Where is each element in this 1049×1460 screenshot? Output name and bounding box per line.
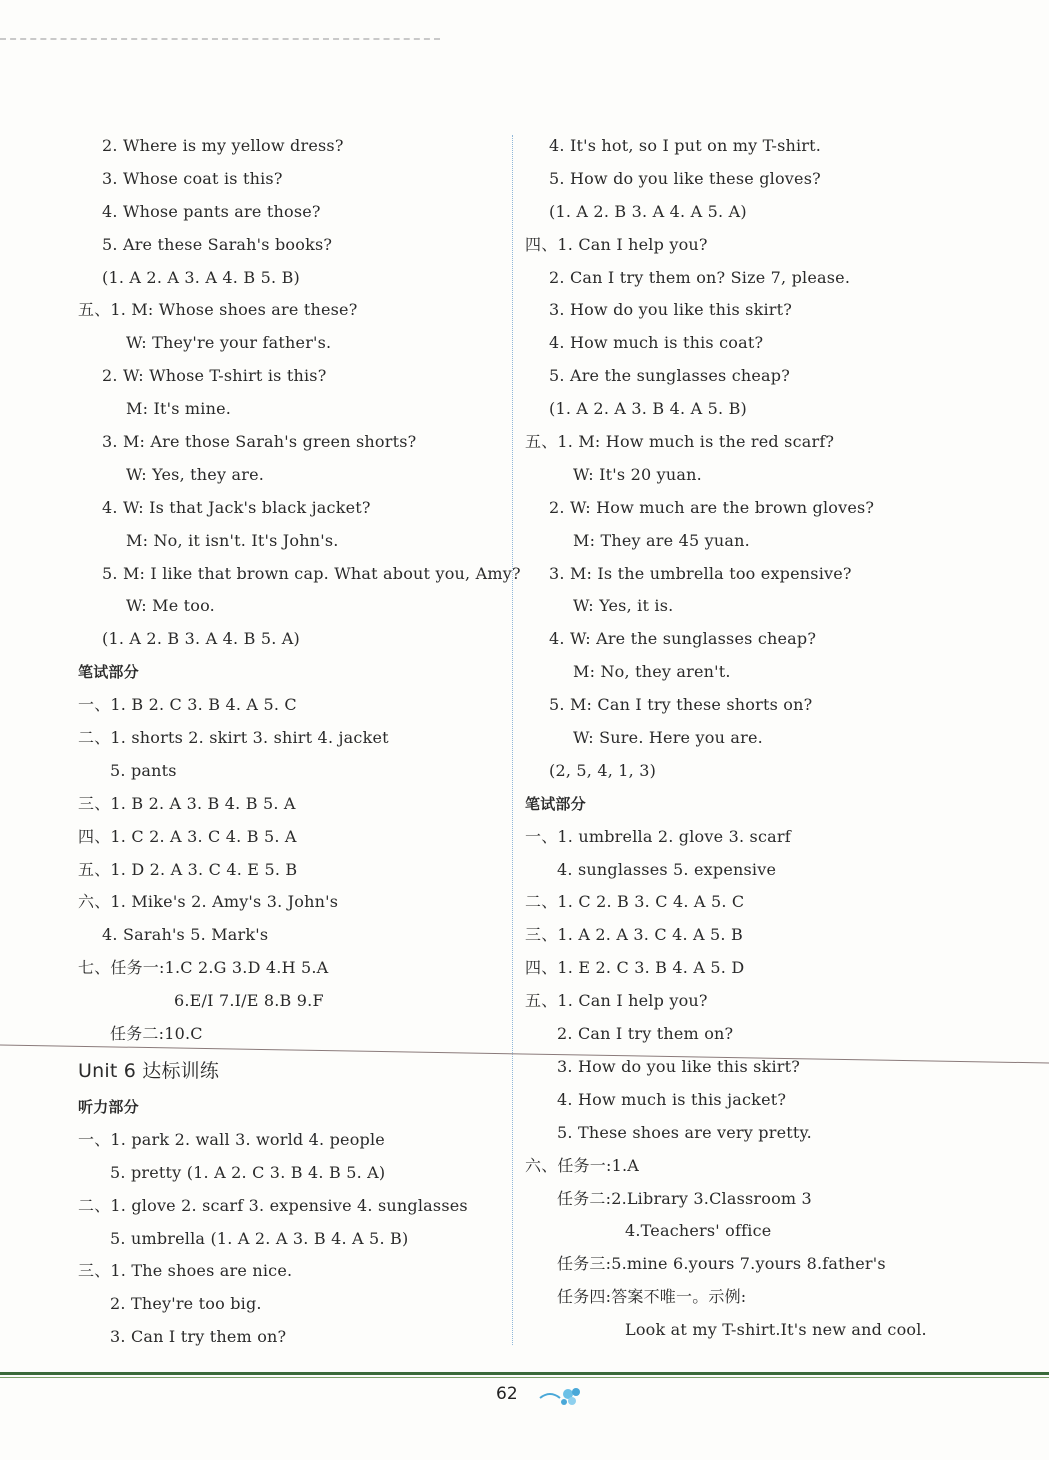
left-answer-line: 2. They're too big. [110,1294,262,1314]
left-answer-line: 5. M: I like that brown cap. What about you, Amy? [102,563,521,583]
right-answer-line: W: It's 20 yuan. [573,464,702,484]
right-answer-line: M: They are 45 yuan. [573,530,750,550]
right-answer-line: 二、1. C 2. B 3. C 4. A 5. C [525,892,745,912]
right-answer-line: 任务三:5.mine 6.yours 7.yours 8.father's [557,1254,886,1274]
right-answer-line: 四、1. Can I help you? [525,234,708,254]
left-answer-line: 五、1. D 2. A 3. C 4. E 5. B [78,859,298,879]
right-answer-line: 四、1. E 2. C 3. B 4. A 5. D [525,958,745,978]
right-answer-line: W: Sure. Here you are. [573,728,763,748]
left-answer-line: 任务二:10.C [110,1024,203,1044]
right-answer-line: M: No, they aren't. [573,662,731,682]
right-answer-line: 5. Are the sunglasses cheap? [549,366,790,386]
left-answer-line: 三、1. The shoes are nice. [78,1261,293,1281]
left-answer-line: 6.E/I 7.I/E 8.B 9.F [174,991,324,1011]
left-answer-line: W: Yes, they are. [126,464,265,484]
right-answer-line: 3. How do you like this skirt? [557,1056,801,1076]
left-answer-line: W: They're your father's. [126,333,332,353]
left-answer-line: 4. Whose pants are those? [102,201,321,221]
right-answer-line: 5. M: Can I try these shorts on? [549,695,813,715]
right-answer-line: 六、任务一:1.A [525,1155,640,1175]
left-answer-line: 3. Whose coat is this? [102,168,283,188]
right-answer-line: 2. W: How much are the brown gloves? [549,497,875,517]
left-answer-line: 5. pretty (1. A 2. C 3. B 4. B 5. A) [110,1162,386,1182]
left-answer-line: 三、1. B 2. A 3. B 4. B 5. A [78,793,296,813]
left-answer-line: 一、1. park 2. wall 3. world 4. people [78,1129,385,1149]
right-answer-line: 3. How do you like this skirt? [549,300,793,320]
right-answer-line: (2, 5, 4, 1, 3) [549,760,657,780]
left-column [78,130,521,1354]
left-answer-line: 4. Sarah's 5. Mark's [102,925,269,945]
left-answer-line: 听力部分 [78,1097,139,1116]
page-number: 62 [496,1384,518,1404]
footer-rule-thin [0,1377,1049,1378]
left-answer-line: 3. M: Are those Sarah's green shorts? [102,432,417,452]
right-answer-line: 笔试部分 [525,794,586,813]
left-answer-line: M: It's mine. [126,399,232,419]
left-answer-line: (1. A 2. B 3. A 4. B 5. A) [102,629,300,649]
right-answer-line: 4.Teachers' office [625,1221,772,1241]
column-separator [512,135,513,1345]
left-answer-line: 4. W: Is that Jack's black jacket? [102,497,371,517]
left-answer-line: 3. Can I try them on? [110,1327,287,1347]
footer-rule [0,1372,1049,1375]
right-answer-line: 4. sunglasses 5. expensive [557,859,777,879]
flower-ornament-icon [538,1384,586,1410]
right-answer-line: 4. How much is this jacket? [557,1089,787,1109]
left-answer-line: 5. Are these Sarah's books? [102,234,333,254]
right-answer-line: (1. A 2. B 3. A 4. A 5. A) [549,201,747,221]
right-answer-line: 2. Can I try them on? Size 7, please. [549,267,851,287]
left-answer-line: 笔试部分 [78,663,139,682]
right-answer-line: 5. How do you like these gloves? [549,168,821,188]
right-answer-line: 一、1. umbrella 2. glove 3. scarf [525,826,791,846]
right-answer-line: (1. A 2. A 3. B 4. A 5. B) [549,399,747,419]
right-answer-line: 4. W: Are the sunglasses cheap? [549,629,817,649]
left-answer-line: 五、1. M: Whose shoes are these? [78,300,358,320]
left-answer-line: 2. Where is my yellow dress? [102,136,344,155]
right-answer-line: 五、1. M: How much is the red scarf? [525,432,835,452]
left-answer-line: 2. W: Whose T-shirt is this? [102,366,327,386]
top-dashed-rule [0,38,440,40]
right-column [525,130,945,1347]
right-answer-line: W: Yes, it is. [573,596,674,616]
left-answer-line: W: Me too. [126,596,215,616]
left-answer-line: 二、1. shorts 2. skirt 3. shirt 4. jacket [78,728,389,748]
right-answer-line: 任务二:2.Library 3.Classroom 3 [557,1188,812,1208]
right-answer-line: 五、1. Can I help you? [525,991,708,1011]
right-answer-line: Look at my T-shirt.It's new and cool. [625,1320,927,1340]
left-answer-line: 5. umbrella (1. A 2. A 3. B 4. A 5. B) [110,1228,409,1248]
right-answer-line: 4. How much is this coat? [549,333,764,353]
right-answer-line: 2. Can I try them on? [557,1024,734,1044]
right-answer-line: 3. M: Is the umbrella too expensive? [549,563,852,583]
right-answer-line: 5. These shoes are very pretty. [557,1122,812,1142]
right-answer-line: 三、1. A 2. A 3. C 4. A 5. B [525,925,743,945]
left-answer-line: 六、1. Mike's 2. Amy's 3. John's [78,892,339,912]
right-answer-line: 4. It's hot, so I put on my T-shirt. [549,136,822,155]
left-answer-line: Unit 6 达标训练 [78,1059,220,1082]
scan-fold-line [0,1043,1049,1067]
right-answer-line: 任务四:答案不唯一。示例: [557,1287,747,1307]
left-answer-line: 七、任务一:1.C 2.G 3.D 4.H 5.A [78,958,329,978]
left-answer-line: 二、1. glove 2. scarf 3. expensive 4. sunglasses [78,1195,468,1215]
left-answer-line: 5. pants [110,760,177,780]
left-answer-line: 一、1. B 2. C 3. B 4. A 5. C [78,695,297,715]
left-answer-line: (1. A 2. A 3. A 4. B 5. B) [102,267,300,287]
left-answer-line: 四、1. C 2. A 3. C 4. B 5. A [78,826,297,846]
left-answer-line: M: No, it isn't. It's John's. [126,530,339,550]
